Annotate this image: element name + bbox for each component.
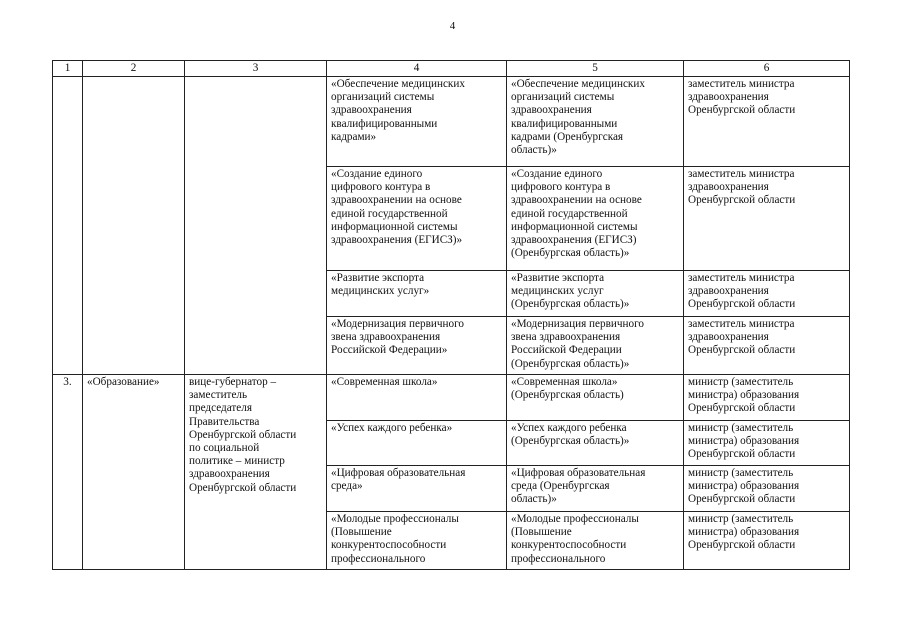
regional-project-cell: «Успех каждого ребенка (Оренбургская область)»	[507, 421, 684, 466]
column-header: 2	[83, 61, 185, 77]
projects-table	[52, 60, 850, 570]
section-name: «Образование»	[83, 375, 185, 570]
table-row	[53, 77, 850, 167]
regional-project-cell: «Развитие экспорта медицинских услуг (Оренбургская область)»	[507, 271, 684, 317]
federal-project-cell: «Успех каждого ребенка»	[327, 421, 507, 466]
project-lead-cell: министр (заместитель министра) образования Оренбургской области	[684, 375, 850, 421]
federal-project-cell: «Развитие экспорта медицинских услуг»	[327, 271, 507, 317]
empty-responsible-cell	[185, 77, 327, 375]
federal-project-cell: «Модернизация первичного звена здравоохранения Российской Федерации»	[327, 317, 507, 375]
federal-project-cell: «Обеспечение медицинских организаций системы здравоохранения квалифицированными кадрами»	[327, 77, 507, 167]
column-header: 6	[684, 61, 850, 77]
regional-project-cell: «Молодые профессионалы (Повышение конкурентоспособности профессионального	[507, 512, 684, 570]
federal-project-cell: «Создание единого цифрового контура в здравоохранении на основе единой государственной информационной системы здравоохранения (ЕГИСЗ)»	[327, 167, 507, 271]
project-lead-cell: заместитель министра здравоохранения Оренбургской области	[684, 317, 850, 375]
regional-project-cell: «Обеспечение медицинских организаций системы здравоохранения квалифицированными кадрами (Оренбургская область)»	[507, 77, 684, 167]
empty-name-cell	[83, 77, 185, 375]
regional-project-cell: «Цифровая образовательная среда (Оренбургская область)»	[507, 466, 684, 512]
column-header: 3	[185, 61, 327, 77]
empty-number-cell	[53, 77, 83, 375]
regional-project-cell: «Создание единого цифрового контура в здравоохранении на основе единой государственной информационной системы здравоохранения (ЕГИСЗ) (Оренбургская область)»	[507, 167, 684, 271]
regional-project-cell: «Современная школа» (Оренбургская область)	[507, 375, 684, 421]
column-header: 1	[53, 61, 83, 77]
column-header: 4	[327, 61, 507, 77]
federal-project-cell: «Цифровая образовательная среда»	[327, 466, 507, 512]
project-lead-cell: министр (заместитель министра) образования Оренбургской области	[684, 421, 850, 466]
project-lead-cell: министр (заместитель министра) образования Оренбургской области	[684, 512, 850, 570]
federal-project-cell: «Современная школа»	[327, 375, 507, 421]
header-row	[53, 61, 850, 77]
section-number: 3.	[53, 375, 83, 570]
federal-project-cell: «Молодые профессионалы (Повышение конкурентоспособности профессионального	[327, 512, 507, 570]
page-number: 4	[449, 20, 456, 32]
project-lead-cell: заместитель министра здравоохранения Оренбургской области	[684, 167, 850, 271]
table-row	[53, 375, 850, 421]
project-lead-cell: заместитель министра здравоохранения Оренбургской области	[684, 77, 850, 167]
regional-project-cell: «Модернизация первичного звена здравоохранения Российской Федерации (Оренбургская область)»	[507, 317, 684, 375]
column-header: 5	[507, 61, 684, 77]
project-lead-cell: министр (заместитель министра) образования Оренбургской области	[684, 466, 850, 512]
project-lead-cell: заместитель министра здравоохранения Оренбургской области	[684, 271, 850, 317]
section-responsible: вице-губернатор – заместитель председателя Правительства Оренбургской области по социальной политике – министр здравоохранения Оренбургской области	[185, 375, 327, 570]
